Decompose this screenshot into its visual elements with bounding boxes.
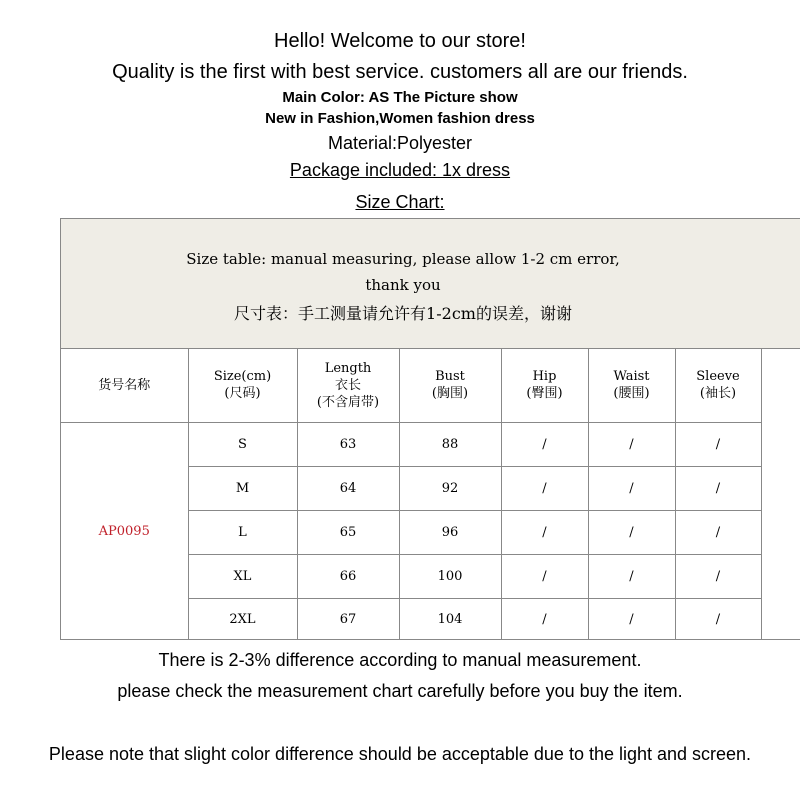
header-size: Size(cm) (尺码) [188,349,297,422]
package-text: Package included: 1x dress [289,160,511,180]
quality-text: Quality is the first with best service. customers all are our friends. [112,61,688,83]
header-length: Length 衣长 (不含肩带) [297,349,399,422]
cell-hip: / [501,554,588,598]
greeting-text: Hello! Welcome to our store! [274,30,526,52]
cell-sleeve: / [675,422,761,466]
cell-length: 66 [297,554,399,598]
cell-waist: / [588,422,675,466]
product-code: AP0095 [61,422,188,640]
cell-length: 65 [297,510,399,554]
cell-size: XL [188,554,297,598]
cell-sleeve: / [675,466,761,510]
cell-length: 67 [297,598,399,640]
header-waist: Waist (腰围) [588,349,675,422]
cell-hip: / [501,510,588,554]
table-row [61,422,761,466]
cell-size: M [188,466,297,510]
cell-waist: / [588,554,675,598]
material-text: Material:Polyester [327,133,473,153]
header-sleeve: Sleeve (袖长) [675,349,761,422]
difference-note: There is 2-3% difference according to manual measurement. [158,650,642,670]
cell-length: 64 [297,466,399,510]
size-table [61,349,762,640]
cell-size: L [188,510,297,554]
cell-waist: / [588,510,675,554]
color-difference-note: Please note that slight color difference should be acceptable due to the light and screen. [48,744,752,764]
cell-sleeve: / [675,598,761,640]
cell-bust: 104 [399,598,501,640]
size-chart [60,218,800,640]
cell-hip: / [501,466,588,510]
size-table-note [61,219,800,349]
cell-bust: 96 [399,510,501,554]
table-header-row [61,349,761,422]
cell-hip: / [501,598,588,640]
header-code: 货号名称 [61,349,188,422]
note-line-1: Size table: manual measuring, please allow 1-2 cm error, [186,250,620,268]
header-bust: Bust (胸围) [399,349,501,422]
note-line-2: thank you [365,276,441,294]
cell-bust: 100 [399,554,501,598]
cell-bust: 92 [399,466,501,510]
size-chart-title: Size Chart: [355,192,445,212]
cell-size: 2XL [188,598,297,640]
cell-waist: / [588,598,675,640]
check-chart-note: please check the measurement chart carefully before you buy the item. [117,681,683,701]
cell-hip: / [501,422,588,466]
cell-size: S [188,422,297,466]
header-hip: Hip (臀围) [501,349,588,422]
new-in-text: New in Fashion,Women fashion dress [265,110,535,127]
cell-length: 63 [297,422,399,466]
cell-sleeve: / [675,554,761,598]
cell-waist: / [588,466,675,510]
cell-bust: 88 [399,422,501,466]
note-line-3: 尺寸表：手工测量请允许有1-2cm的误差，谢谢 [234,304,572,323]
cell-sleeve: / [675,510,761,554]
main-color-text: Main Color: AS The Picture show [282,89,518,106]
